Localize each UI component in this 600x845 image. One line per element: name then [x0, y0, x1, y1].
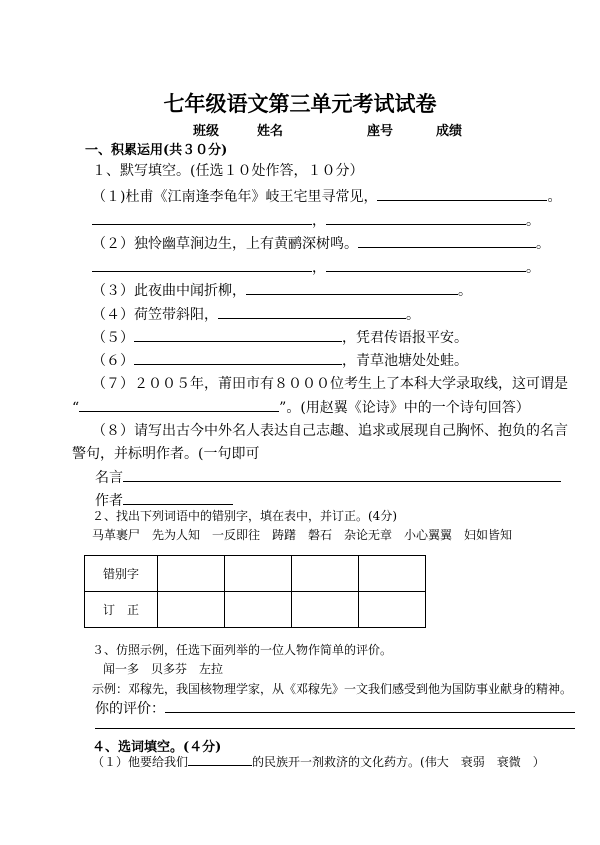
q3-eval-line2[interactable] [95, 728, 575, 729]
q1-item4-text: （４）荷笠带斜阳， [92, 307, 218, 323]
q1-item4 [92, 304, 420, 324]
q4-item1 [92, 753, 545, 770]
page-title: 七年级语文第三单元考试试卷 [163, 91, 437, 116]
q3-prompt: ３、仿照示例，任选下面列举的一位人物作简单的评价。 [92, 643, 393, 657]
q3-people: 闻一多 贝多芬 左拉 [103, 662, 224, 676]
q1-item8-author-blank[interactable] [123, 490, 233, 505]
q1-item1-comma: ， [312, 213, 326, 229]
q1-item6 [92, 350, 468, 370]
q1-item8-quote-blank[interactable] [123, 467, 561, 482]
q1-item4-end: 。 [406, 307, 420, 323]
q1-item1-blank2[interactable] [92, 210, 312, 225]
q1-item8-line2: 警句，并标明作者。(一句即可 [72, 446, 260, 462]
table-cell[interactable] [292, 592, 359, 628]
q3-eval-blank[interactable] [165, 698, 575, 713]
q2-words: 马革裹尸 先为人知 一反即往 踌躇 磐石 杂论无章 小心翼翼 妇如皆知 [92, 528, 513, 542]
q1-item7-line2 [72, 397, 530, 417]
q1-item6-num: （６） [92, 353, 134, 369]
q1-item2-end2: 。 [526, 260, 540, 276]
q1-item7-open-quote: “ [72, 400, 80, 416]
q1-item3-blank[interactable] [246, 280, 458, 295]
q1-item3-text: （３）此夜曲中闻折柳， [92, 283, 246, 299]
table-header-cell: 错别字 [85, 556, 158, 592]
q1-item8-quote-label: 名言 [95, 470, 123, 486]
section1-heading: 一、积累运用(共３０分) [85, 143, 228, 158]
q1-item1-text: （１)杜甫《江南逢李龟年》岐王宅里寻常见， [92, 189, 378, 205]
q1-item2-text: （２）独怜幽草涧边生，上有黄鹂深树鸣。 [92, 236, 358, 252]
q4-item1-text-b: 的民族开一剂救济的文化药方。(伟大 衰弱 衰微 ） [252, 755, 545, 769]
table-cell[interactable] [359, 556, 426, 592]
q1-item2-blank[interactable] [358, 233, 536, 248]
q1-item5-text: ，凭君传语报平安。 [342, 330, 468, 346]
q1-item1-blank3[interactable] [326, 210, 526, 225]
q2-answer-table [84, 555, 426, 628]
q1-item5-blank[interactable] [134, 327, 342, 342]
q3-eval-row [95, 698, 575, 718]
q2-prompt: ２、找出下列词语中的错别字，填在表中，并订正。(4分) [92, 509, 398, 523]
q1-item5 [92, 327, 468, 347]
q1-item1-blank[interactable] [377, 186, 547, 201]
q1-item2-comma: ， [312, 260, 326, 276]
q1-item7-blank[interactable] [79, 397, 279, 412]
q1-item2-blank3[interactable] [326, 257, 526, 272]
header-seat-label: 座号 [367, 124, 394, 139]
q1-item8-quote-row [95, 467, 561, 487]
q1-item2 [92, 233, 550, 253]
q1-item1-end: 。 [547, 189, 562, 205]
q1-item5-num: （５） [92, 330, 134, 346]
table-cell[interactable] [225, 556, 292, 592]
q1-item1 [92, 186, 561, 206]
q4-prompt: ４、选词填空。(４分) [92, 740, 222, 755]
table-cell[interactable] [158, 556, 225, 592]
q1-prompt: １、默写填空。(任选１０处作答，１０分） [92, 163, 364, 179]
table-row [85, 592, 426, 628]
header-score-label: 成绩 [436, 124, 463, 139]
q1-item3-end: 。 [458, 283, 472, 299]
q1-item2-end: 。 [536, 236, 550, 252]
table-row [85, 556, 426, 592]
table-header-cell: 订 正 [85, 592, 158, 628]
q1-item6-text: ，青草池塘处处蛙。 [342, 353, 468, 369]
q1-item6-blank[interactable] [134, 350, 342, 365]
table-cell[interactable] [158, 592, 225, 628]
q1-item2-line2 [92, 257, 540, 277]
table-cell[interactable] [359, 592, 426, 628]
header-name-label: 姓名 [257, 124, 284, 139]
q1-item1-line2 [92, 210, 540, 230]
q1-item4-blank[interactable] [218, 304, 406, 319]
q4-item1-blank[interactable] [188, 753, 252, 766]
q1-item8-line1: （８）请写出古今中外名人表达自己志趣、追求或展现自己胸怀、抱负的名言 [92, 423, 568, 439]
q1-item7-line1: （７）２００５年，莆田市有８０００位考生上了本科大学录取线，这可谓是 [92, 376, 568, 392]
q1-item1-end2: 。 [526, 213, 540, 229]
table-cell[interactable] [225, 592, 292, 628]
q3-example: 示例：邓稼先，我国核物理学家，从《邓稼先》一文我们感受到他为国防事业献身的精神。 [92, 682, 573, 696]
table-cell[interactable] [292, 556, 359, 592]
q3-eval-label: 你的评价： [95, 701, 165, 717]
q1-item3 [92, 280, 472, 300]
q4-item1-text-a: （１）他要给我们 [92, 755, 189, 769]
q1-item2-blank2[interactable] [92, 257, 312, 272]
q1-item7-close: ”。(用赵翼《论诗》中的一个诗句回答） [279, 400, 530, 416]
q1-item8-author-label: 作者 [95, 493, 123, 509]
header-class-label: 班级 [193, 124, 220, 139]
